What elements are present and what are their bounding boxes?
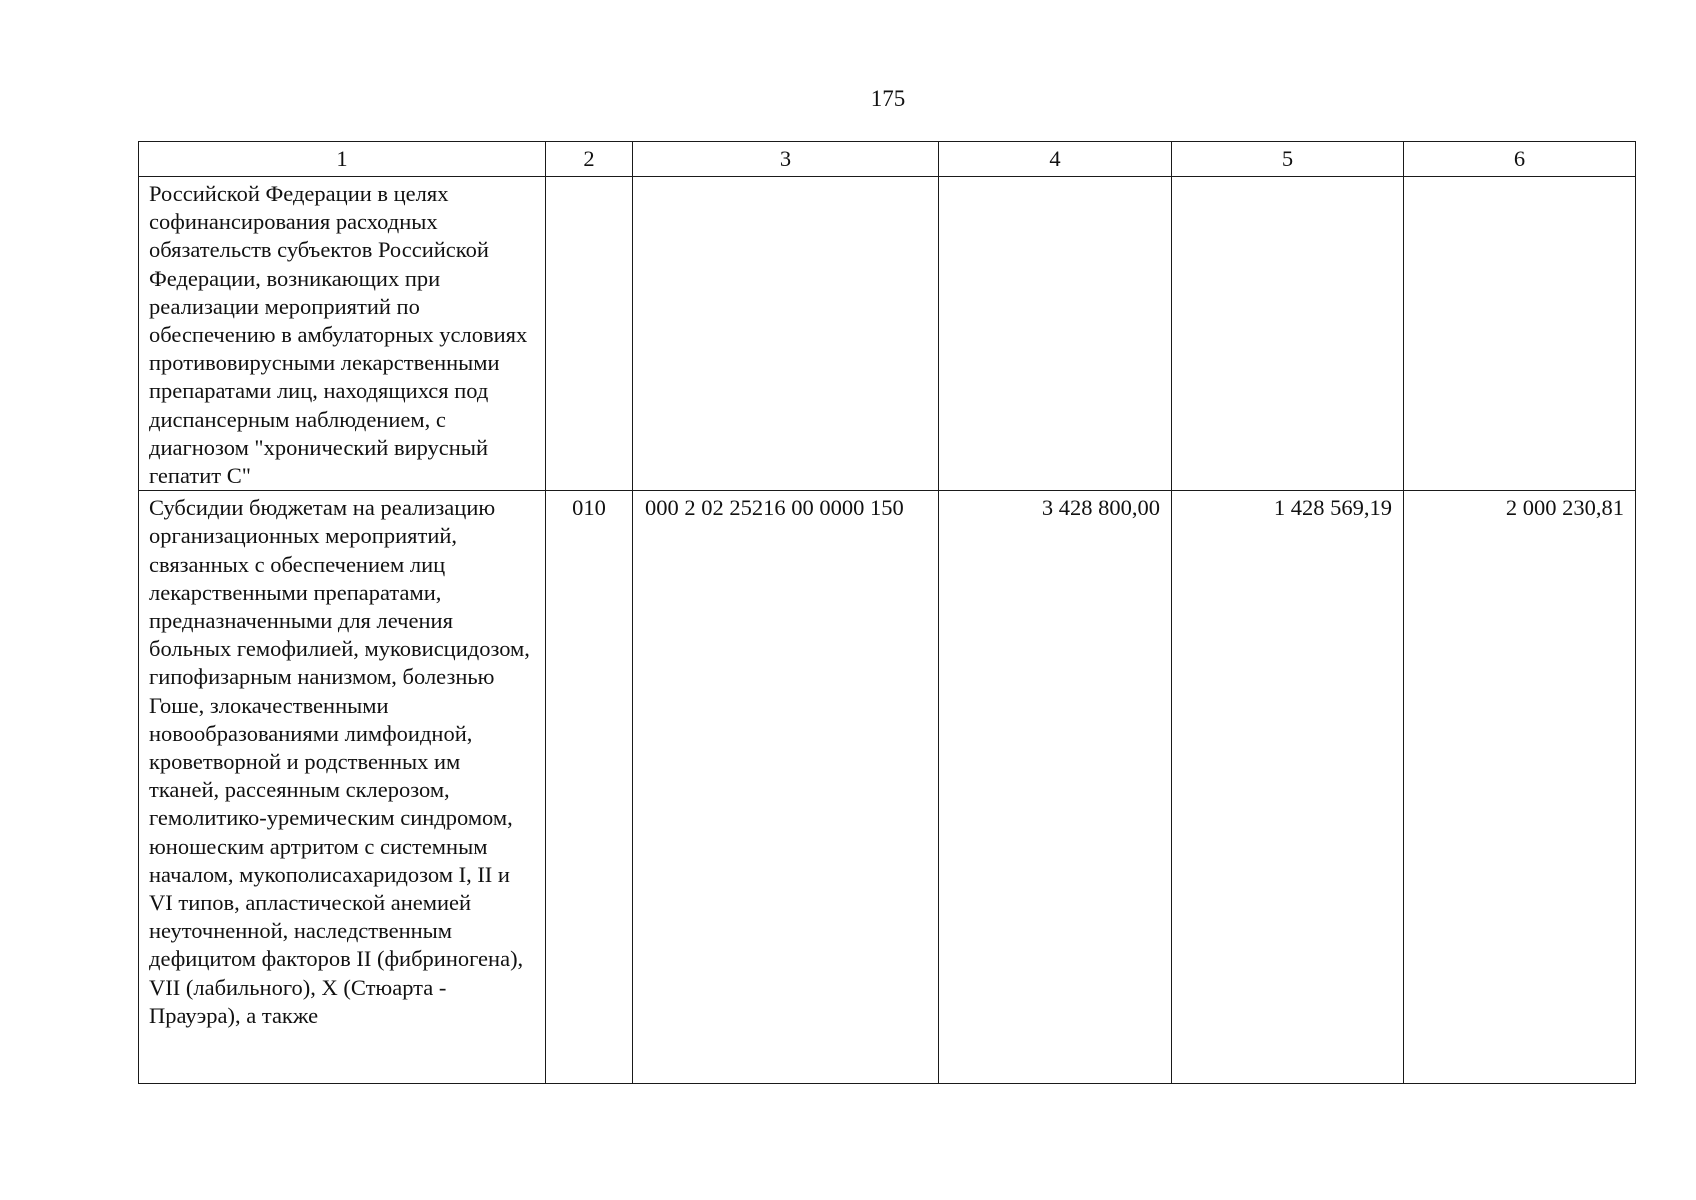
row-amount-6 [1404, 177, 1635, 180]
row-description-cell [139, 177, 546, 491]
row-description: Субсидии бюджетам на реализацию организационных мероприятий, связанных с обеспечением лиц лекарственными препаратами, предназначенными для лечения больных гемофилией, муковисцидозом, гипофизарным нанизмом, болезнью Гоше, злокачественными новообразованиями лимфоидной, кроветворной и родственных им тканей, рассеянным склерозом, гемолитико-уремическим синдромом, юношеским артритом с системным началом, мукополисахаридозом I, II и VI типов, апластической анемией неуточненной, наследственным дефицитом факторов II (фибриногена), VII (лабильного), X (Стюарта - Прауэра), а также [149, 495, 530, 1028]
column-header-4: 4 [939, 142, 1172, 177]
row-amount-6-cell [1404, 491, 1636, 1084]
row-budget-code-cell [633, 491, 939, 1084]
row-admin-code [546, 177, 632, 180]
row-amount-4-cell [939, 177, 1172, 491]
page-number: 175 [870, 86, 906, 111]
row-admin-code-cell [546, 177, 633, 491]
column-header-6: 6 [1404, 142, 1636, 177]
row-budget-code-cell [633, 177, 939, 491]
row-description: Российской Федерации в целях софинансирования расходных обязательств субъектов Российской Федерации, возникающих при реализации мероприятий по обеспечению в амбулаторных условиях противовирусными лекарственными препаратами лиц, находящихся под диспансерным наблюдением, с диагнозом "хронический вирусный гепатит С" [149, 181, 528, 489]
row-amount-4-cell [939, 491, 1172, 1084]
row-admin-code-cell [546, 491, 633, 1084]
budget-table [138, 141, 1636, 1084]
column-header-1: 1 [139, 142, 546, 177]
row-amount-4 [939, 177, 1171, 180]
row-amount-5-cell [1172, 491, 1404, 1084]
row-amount-5: 1 428 569,19 [1273, 495, 1392, 521]
table-header-row [139, 142, 1636, 177]
row-budget-code [633, 177, 938, 180]
row-amount-6-cell [1404, 177, 1636, 491]
column-header-3: 3 [633, 142, 939, 177]
row-budget-code: 000 2 02 25216 00 0000 150 [645, 495, 904, 521]
table-row [139, 491, 1636, 1084]
row-amount-4: 3 428 800,00 [1041, 495, 1160, 521]
table-row [139, 177, 1636, 491]
row-amount-5 [1172, 177, 1403, 180]
column-header-2: 2 [546, 142, 633, 177]
column-header-5: 5 [1172, 142, 1404, 177]
row-description-cell [139, 491, 546, 1084]
row-admin-code: 010 [572, 495, 606, 521]
row-amount-5-cell [1172, 177, 1404, 491]
row-amount-6: 2 000 230,81 [1505, 495, 1624, 521]
